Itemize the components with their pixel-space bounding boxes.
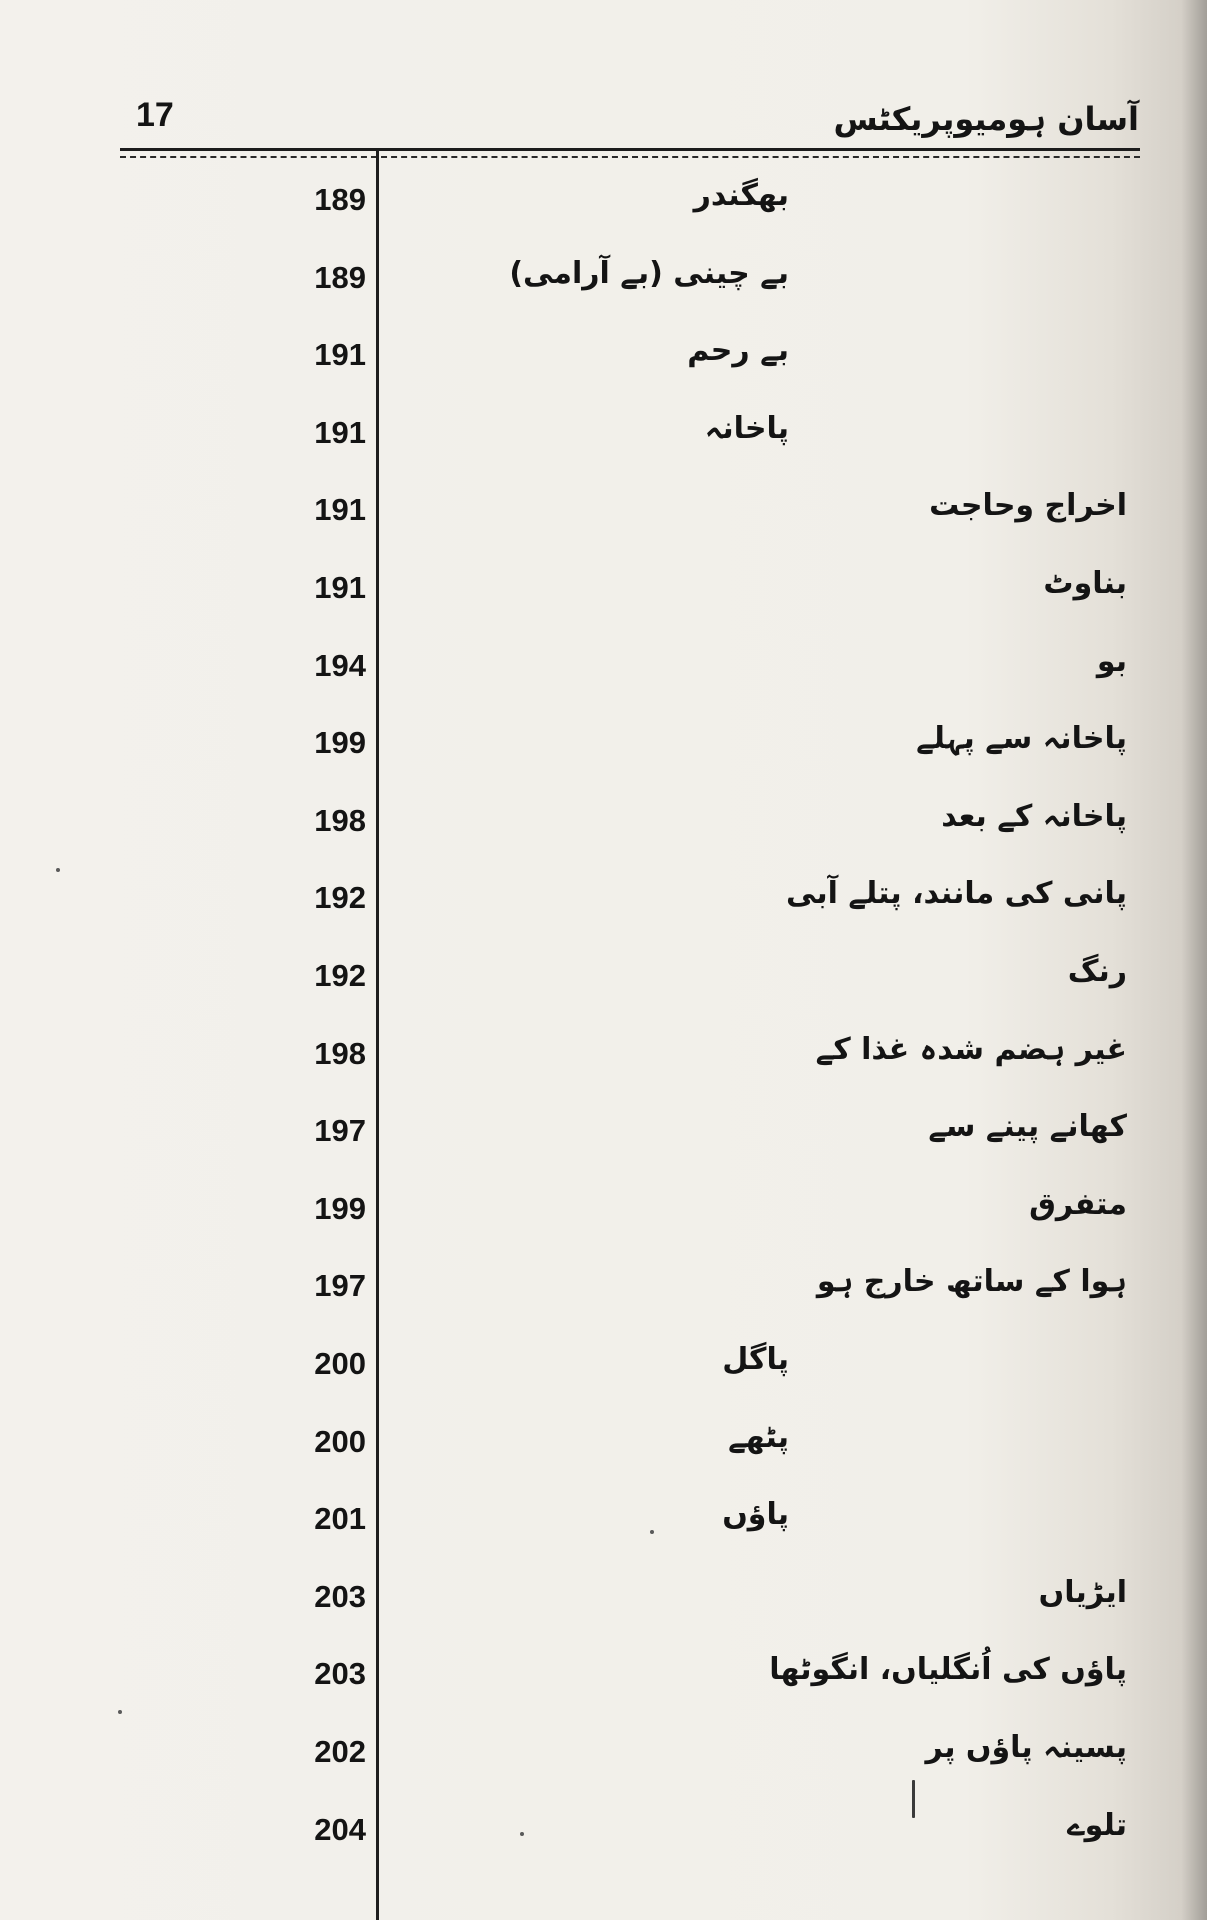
paper-speck [118, 1710, 122, 1714]
index-row [0, 160, 1207, 238]
index-subentry: اخراج وحاجت [929, 488, 1127, 524]
header-rule-dashed [120, 156, 1140, 158]
index-row [0, 1557, 1207, 1635]
index-page-number: 192 [314, 958, 366, 993]
index-page-number: 200 [314, 1423, 366, 1459]
index-page-number: 199 [314, 1190, 366, 1226]
index-subentry: پاخانہ سے پہلے [916, 721, 1127, 757]
index-subentry: بناوٹ [1043, 566, 1127, 601]
index-subentry: کھانے پینے سے [928, 1109, 1127, 1145]
index-page-number: 192 [314, 880, 366, 916]
index-subentry: بو [1096, 643, 1127, 679]
index-row [0, 1324, 1207, 1402]
index-subentry: متفرق [1029, 1186, 1127, 1222]
index-row [0, 781, 1207, 859]
index-page-number: 194 [314, 647, 366, 683]
index-row [0, 393, 1207, 471]
index-subentry: پسینہ پاؤں پر [925, 1730, 1127, 1765]
index-row [0, 936, 1207, 1014]
index-row [0, 470, 1207, 548]
index-page-number: 189 [314, 259, 366, 295]
index-row [0, 858, 1207, 936]
index-heading: پٹھے [728, 1419, 789, 1455]
paper-speck [56, 868, 60, 872]
index-page-number: 200 [314, 1346, 366, 1381]
index-page-number: 191 [314, 414, 366, 450]
index-row [0, 1014, 1207, 1092]
index-heading: بھگندر [693, 178, 789, 213]
index-subentry: تلوے [1067, 1807, 1127, 1843]
index-page-number: 191 [314, 570, 366, 605]
index-row [0, 548, 1207, 626]
index-row [0, 1091, 1207, 1169]
index-row [0, 1712, 1207, 1790]
index-page-number: 203 [314, 1578, 366, 1614]
paper-speck [520, 1832, 524, 1836]
paper-mark [912, 1780, 915, 1818]
index-row [0, 1402, 1207, 1480]
index-subentry: غیر ہضم شدہ غذا کے [815, 1031, 1127, 1067]
index-heading: بے چینی (بے آرامی) [509, 255, 789, 291]
index-page-number: 199 [314, 725, 366, 761]
index-heading: پاگل [722, 1342, 789, 1377]
book-title: آسان ہومیوپریکٹس [833, 100, 1139, 138]
index-row [0, 1479, 1207, 1557]
index-page-number: 201 [314, 1501, 366, 1537]
index-page-number: 189 [314, 182, 366, 217]
index-row [0, 315, 1207, 393]
index-subentry: پاخانہ کے بعد [941, 798, 1127, 834]
index-heading: بے رحم [687, 333, 789, 369]
page-number: 17 [136, 96, 174, 134]
index-subentry: ایڑیاں [1038, 1574, 1127, 1610]
paper-speck [650, 1530, 654, 1534]
index-row [0, 238, 1207, 316]
index-subentry: پاؤں کی اُنگلیاں، انگوٹھا [769, 1652, 1127, 1688]
index-subentry: رنگ [1067, 954, 1127, 989]
index-heading: پاؤں [722, 1497, 789, 1533]
index-row [0, 703, 1207, 781]
index-subentry: پانی کی مانند، پتلے آبی [785, 876, 1127, 912]
index-row [0, 626, 1207, 704]
index-page-number: 198 [314, 1035, 366, 1071]
index-page-number: 191 [314, 492, 366, 528]
index-page-number: 198 [314, 802, 366, 838]
index-row [0, 1169, 1207, 1247]
index-page-number: 191 [314, 337, 366, 373]
index-row [0, 1790, 1207, 1868]
index-row [0, 1634, 1207, 1712]
index-page-number: 203 [314, 1656, 366, 1692]
index-subentry: ہوا کے ساتھ خارج ہو [816, 1264, 1127, 1300]
index-page-number: 204 [314, 1811, 366, 1847]
index-page-number: 197 [314, 1113, 366, 1149]
index-page-number: 202 [314, 1734, 366, 1769]
index-page-number: 197 [314, 1268, 366, 1304]
header-rule [120, 148, 1140, 151]
index-heading: پاخانہ [704, 410, 789, 446]
index-row [0, 1246, 1207, 1324]
